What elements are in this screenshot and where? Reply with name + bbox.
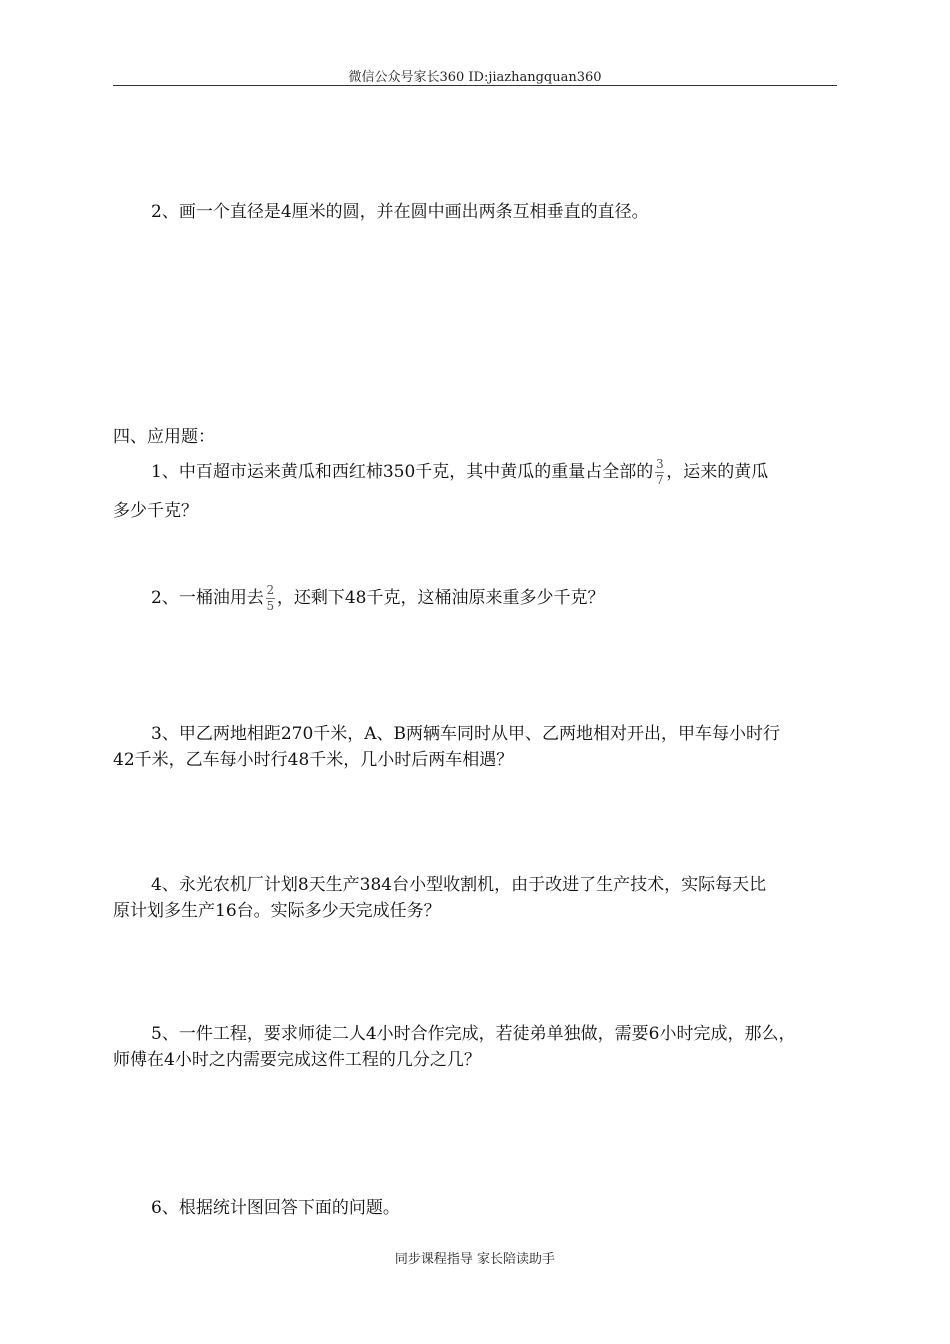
section-title: 四、应用题： (113, 427, 215, 447)
page-footer: 同步课程指导 家长陪读助手 (394, 1252, 556, 1267)
question-4-line-1: 4、永光农机厂计划8天生产384台小型收割机，由于改进了生产技术，实际每天比 (151, 875, 767, 895)
question-4-line-2: 原计划多生产16台。实际多少天完成任务？ (113, 901, 441, 921)
question-1-line-2: 多少千克？ (113, 501, 198, 521)
question-1-text-after: ，运来的黄瓜 (666, 462, 769, 482)
page-header: 微信公众号家长360 ID:jiazhangquan360 (348, 70, 602, 85)
drawing-question-2: 2、画一个直径是4厘米的圆，并在圆中画出两条互相垂直的直径。 (151, 202, 649, 222)
question-2-line (113, 584, 886, 613)
fraction-2-5 (266, 584, 275, 613)
question-6-line: 6、根据统计图回答下面的问题。 (151, 1198, 400, 1218)
question-2-text-after: ，还剩下48千克，这桶油原来重多少千克？ (276, 588, 605, 608)
question-1-text-before: 1、中百超市运来黄瓜和西红柿350千克，其中黄瓜的重量占全部的 (151, 462, 654, 482)
fraction-3-7 (655, 458, 664, 487)
question-5-line-2: 师傅在4小时之内需要完成这件工程的几分之几？ (113, 1050, 481, 1070)
fraction-numerator: 3 (655, 457, 664, 471)
question-2-text-before: 2、一桶油用去 (151, 588, 264, 608)
question-3-line-2: 42千米，乙车每小时行48千米，几小时后两车相遇？ (113, 750, 514, 770)
fraction-denominator: 7 (655, 473, 664, 487)
question-5-line-1: 5、一件工程，要求师徒二人4小时合作完成，若徒弟单独做，需要6小时完成，那么， (151, 1024, 796, 1044)
question-1-line-1 (113, 458, 886, 487)
fraction-numerator: 2 (266, 583, 275, 597)
header-rule (113, 85, 837, 86)
fraction-denominator: 5 (266, 599, 275, 613)
question-3-line-1: 3、甲乙两地相距270千米，A、B两辆车同时从甲、乙两地相对开出，甲车每小时行 (151, 724, 781, 744)
